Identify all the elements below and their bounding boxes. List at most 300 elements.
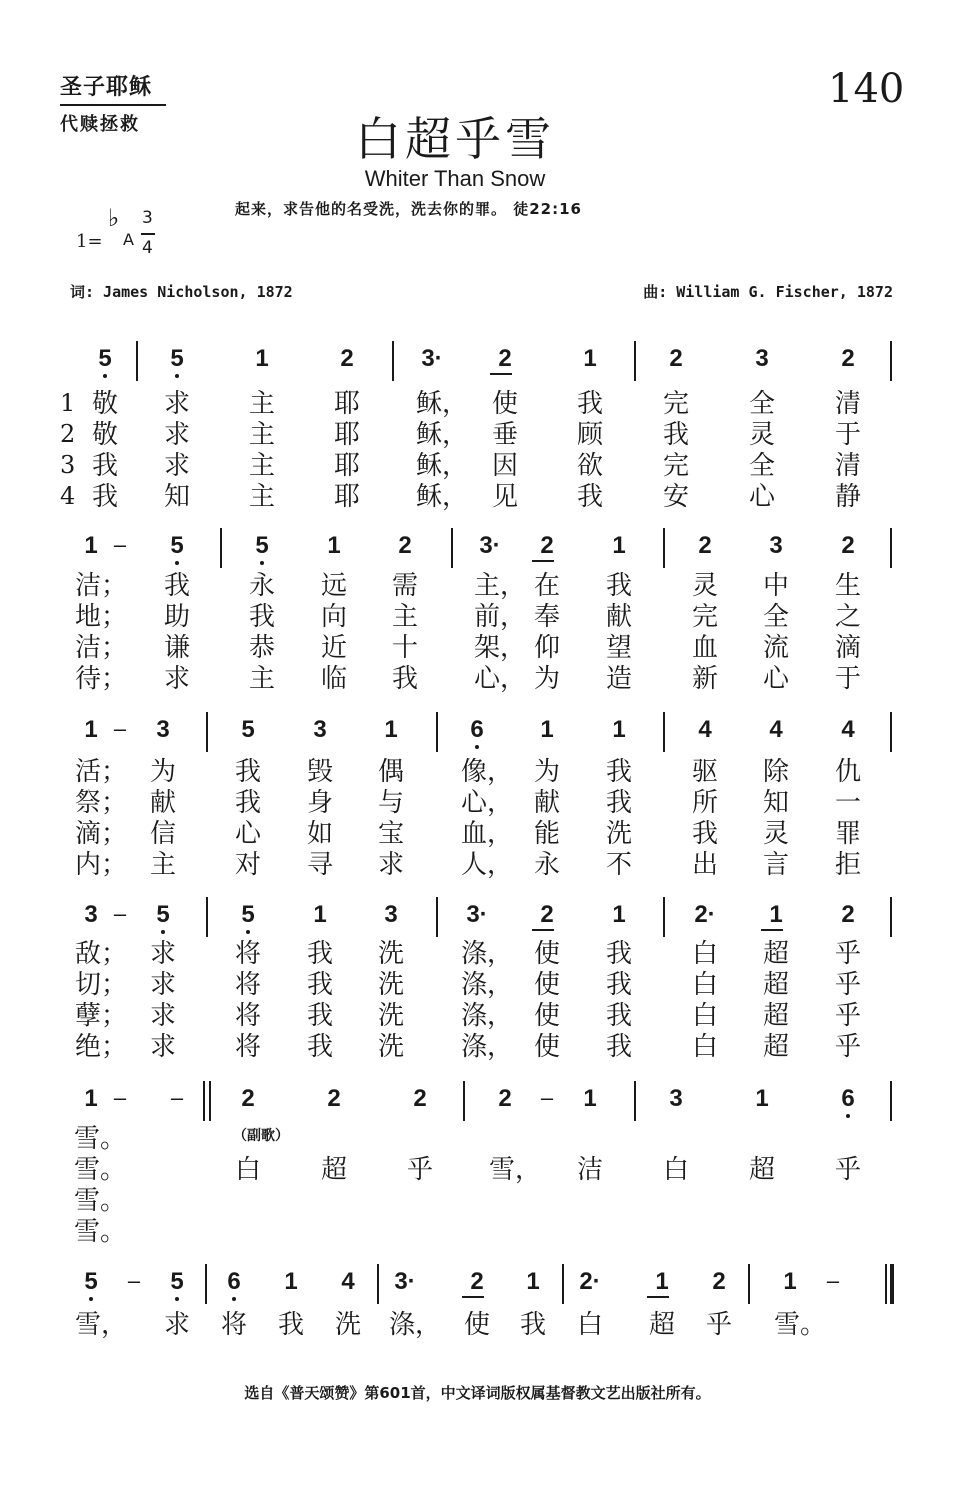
hold-dash: – xyxy=(540,1085,554,1110)
note: 1 xyxy=(313,901,327,928)
lyric-char: 知 xyxy=(163,482,191,512)
low-octave-dot xyxy=(103,374,107,378)
note: 5 xyxy=(84,1268,98,1295)
lyric-char: 人， xyxy=(460,850,514,880)
hold-dash: – xyxy=(127,1268,141,1293)
barline xyxy=(136,341,138,381)
note: 3· xyxy=(394,1268,416,1295)
key-letter: A xyxy=(123,230,134,249)
low-octave-dot xyxy=(260,561,264,565)
verse-end-lyric: 雪。 xyxy=(73,1155,127,1185)
note: 6 xyxy=(470,716,484,743)
hold-dash: – xyxy=(826,1268,840,1293)
lyric-char: 拒 xyxy=(834,850,862,880)
lyric-char: 将 xyxy=(234,970,262,1000)
lyric-char: 因 xyxy=(491,451,519,481)
note: 3 xyxy=(384,901,398,928)
lyric-char: 一 xyxy=(834,788,862,818)
lyric-char: 耶 xyxy=(333,389,361,419)
lyric-char: 超 xyxy=(762,1032,790,1062)
lyric-char: 恭 xyxy=(248,633,276,663)
lyric-char: 涤， xyxy=(460,1032,514,1062)
lyric-char: 除 xyxy=(762,757,790,787)
lyric-char: 白 xyxy=(691,1001,719,1031)
time-signature-bottom: 4 xyxy=(142,238,153,258)
lyric-char: 永 xyxy=(533,850,561,880)
lyric-char: 使 xyxy=(533,970,561,1000)
note: 3 xyxy=(769,532,783,559)
lyric-char: 为 xyxy=(149,757,177,787)
lyric-char: 切； xyxy=(74,970,128,1000)
lyric-char: 我 xyxy=(248,602,276,632)
note: 5 xyxy=(255,532,269,559)
lyric-char: 心， xyxy=(473,664,527,694)
lyric-char: 与 xyxy=(377,788,405,818)
note: 2 xyxy=(470,1268,484,1295)
low-octave-dot xyxy=(232,1297,236,1301)
note: 2 xyxy=(413,1085,427,1112)
lyric-char: 前， xyxy=(473,602,527,632)
lyric-char: 于 xyxy=(834,420,862,450)
lyric-char: 之 xyxy=(834,602,862,632)
note: 2 xyxy=(498,1085,512,1112)
note: 1 xyxy=(612,901,626,928)
lyric-char: 我 xyxy=(277,1310,305,1340)
low-octave-dot xyxy=(175,374,179,378)
lyric-char: 涤， xyxy=(388,1310,442,1340)
lyric-char: 我 xyxy=(576,482,604,512)
lyric-char: 血 xyxy=(691,633,719,663)
lyric-char: 我 xyxy=(605,571,633,601)
barline xyxy=(436,712,438,752)
eighth-underline xyxy=(532,560,554,562)
note: 1 xyxy=(284,1268,298,1295)
lyric-char: 主 xyxy=(248,664,276,694)
note: 2 xyxy=(498,345,512,372)
lyric-char: 我 xyxy=(662,420,690,450)
lyric-char: 主 xyxy=(391,602,419,632)
lyric-char: 为 xyxy=(533,757,561,787)
lyric-char: 信 xyxy=(149,819,177,849)
refrain-label: （副歌） xyxy=(233,1128,289,1144)
note: 2 xyxy=(327,1085,341,1112)
refrain-lyric: 超 xyxy=(320,1155,348,1185)
lyric-char: 涤， xyxy=(460,1001,514,1031)
lyric-char: 白 xyxy=(691,939,719,969)
barline xyxy=(206,712,208,752)
hymn-title-chinese: 白超乎雪 xyxy=(355,112,555,166)
barline xyxy=(209,1081,211,1121)
lyric-char: 静 xyxy=(834,482,862,512)
lyric-char: 地； xyxy=(74,602,128,632)
note: 2 xyxy=(398,532,412,559)
lyric-char: 为 xyxy=(533,664,561,694)
lyric-char: 敬 xyxy=(91,389,119,419)
flat-sign: ♭ xyxy=(108,204,120,232)
barline xyxy=(377,1264,379,1304)
lyric-char: 洁； xyxy=(74,633,128,663)
note: 3· xyxy=(421,345,443,372)
note: 5 xyxy=(170,532,184,559)
lyric-char: 超 xyxy=(648,1310,676,1340)
lyric-char: 欲 xyxy=(576,451,604,481)
lyric-char: 耶 xyxy=(333,482,361,512)
lyric-char: 我 xyxy=(306,939,334,969)
note: 1 xyxy=(655,1268,669,1295)
lyric-char: 使 xyxy=(533,1032,561,1062)
hymn-number: 140 xyxy=(828,66,905,112)
lyric-char: 仰 xyxy=(533,633,561,663)
hold-dash: – xyxy=(113,1085,127,1110)
note: 5 xyxy=(170,1268,184,1295)
lyric-char: 乎 xyxy=(834,1032,862,1062)
note: 1 xyxy=(540,716,554,743)
barline xyxy=(890,528,892,568)
note: 2· xyxy=(694,901,716,928)
lyric-char: 我 xyxy=(163,571,191,601)
lyric-char: 新 xyxy=(691,664,719,694)
lyric-char: 乎 xyxy=(705,1310,733,1340)
lyric-char: 使 xyxy=(533,1001,561,1031)
note: 4 xyxy=(698,716,712,743)
barline xyxy=(206,897,208,937)
lyric-char: 将 xyxy=(234,1032,262,1062)
music-credit: 曲: William G. Fischer, 1872 xyxy=(643,283,893,301)
lyric-char: 我 xyxy=(91,451,119,481)
lyric-char: 我 xyxy=(234,757,262,787)
lyric-char: 寻 xyxy=(306,850,334,880)
lyric-char: 我 xyxy=(691,819,719,849)
lyric-char: 我 xyxy=(234,788,262,818)
low-octave-dot xyxy=(89,1297,93,1301)
lyric-char: 助 xyxy=(163,602,191,632)
lyric-char: 孽； xyxy=(74,1001,128,1031)
barline xyxy=(392,341,394,381)
barline xyxy=(890,341,892,381)
lyric-char: 完 xyxy=(662,389,690,419)
lyric-char: 乎 xyxy=(834,939,862,969)
lyric-char: 耶 xyxy=(333,451,361,481)
low-octave-dot xyxy=(246,930,250,934)
key-signature-label: 1= xyxy=(76,231,103,252)
note: 5 xyxy=(98,345,112,372)
lyric-char: 内； xyxy=(74,850,128,880)
barline xyxy=(205,1264,207,1304)
note: 3 xyxy=(755,345,769,372)
lyric-char: 超 xyxy=(762,1001,790,1031)
lyric-char: 献 xyxy=(149,788,177,818)
barline xyxy=(220,528,222,568)
note: 1 xyxy=(755,1085,769,1112)
lyric-char: 完 xyxy=(662,451,690,481)
words-credit: 词: James Nicholson, 1872 xyxy=(70,283,293,301)
note: 1 xyxy=(327,532,341,559)
refrain-lyric: 乎 xyxy=(834,1155,862,1185)
lyric-char: 求 xyxy=(377,850,405,880)
refrain-lyric: 洁 xyxy=(576,1155,604,1185)
note: 2 xyxy=(540,532,554,559)
note: 1 xyxy=(783,1268,797,1295)
lyric-char: 超 xyxy=(762,970,790,1000)
lyric-char: 求 xyxy=(163,1310,191,1340)
lyric-char: 求 xyxy=(163,451,191,481)
lyric-char: 我 xyxy=(605,1032,633,1062)
note: 2 xyxy=(841,901,855,928)
verse-number: 1 xyxy=(60,389,76,417)
note: 2 xyxy=(340,345,354,372)
barline xyxy=(663,528,665,568)
lyric-char: 垂 xyxy=(491,420,519,450)
refrain-lyric: 雪， xyxy=(488,1155,542,1185)
barline xyxy=(890,712,892,752)
note: 3· xyxy=(479,532,501,559)
barline xyxy=(451,528,453,568)
hold-dash: – xyxy=(113,532,127,557)
lyric-char: 灵 xyxy=(748,420,776,450)
copyright-footer: 选自《普天颂赞》第601首，中文译词版权属基督教文艺出版社所有。 xyxy=(244,1384,711,1402)
lyric-char: 我 xyxy=(576,389,604,419)
lyric-char: 望 xyxy=(605,633,633,663)
category-subtitle: 代赎拯救 xyxy=(60,114,140,135)
note: 1 xyxy=(583,345,597,372)
lyric-char: 洗 xyxy=(334,1310,362,1340)
lyric-char: 造 xyxy=(605,664,633,694)
lyric-char: 涤， xyxy=(460,970,514,1000)
lyric-char: 对 xyxy=(234,850,262,880)
time-signature-top: 3 xyxy=(142,208,153,228)
lyric-char: 稣， xyxy=(415,482,469,512)
lyric-char: 我 xyxy=(605,757,633,787)
lyric-char: 清 xyxy=(834,451,862,481)
lyric-char: 我 xyxy=(605,788,633,818)
lyric-char: 清 xyxy=(834,389,862,419)
lyric-char: 超 xyxy=(762,939,790,969)
lyric-char: 敬 xyxy=(91,420,119,450)
lyric-char: 向 xyxy=(320,602,348,632)
note: 3 xyxy=(84,901,98,928)
note: 3 xyxy=(313,716,327,743)
lyric-char: 祭； xyxy=(74,788,128,818)
verse-number: 3 xyxy=(60,451,76,479)
lyric-char: 十 xyxy=(391,633,419,663)
lyric-char: 主 xyxy=(248,420,276,450)
lyric-char: 出 xyxy=(691,850,719,880)
lyric-char: 洁； xyxy=(74,571,128,601)
note: 2 xyxy=(698,532,712,559)
lyric-char: 滴 xyxy=(834,633,862,663)
lyric-char: 中 xyxy=(762,571,790,601)
lyric-char: 洗 xyxy=(377,970,405,1000)
low-octave-dot xyxy=(475,745,479,749)
lyric-char: 稣， xyxy=(415,389,469,419)
lyric-char: 将 xyxy=(220,1310,248,1340)
hold-dash: – xyxy=(170,1085,184,1110)
lyric-char: 我 xyxy=(605,1001,633,1031)
lyric-char: 求 xyxy=(149,1032,177,1062)
barline xyxy=(634,341,636,381)
lyric-char: 生 xyxy=(834,571,862,601)
lyric-char: 雪。 xyxy=(773,1310,827,1340)
lyric-char: 涤， xyxy=(460,939,514,969)
lyric-char: 流 xyxy=(762,633,790,663)
barline xyxy=(634,1081,636,1121)
lyric-char: 偶 xyxy=(377,757,405,787)
lyric-char: 心， xyxy=(460,788,514,818)
note: 4 xyxy=(769,716,783,743)
barline xyxy=(663,897,665,937)
lyric-char: 谦 xyxy=(163,633,191,663)
verse-end-lyric: 雪。 xyxy=(73,1186,127,1216)
lyric-char: 乎 xyxy=(834,1001,862,1031)
lyric-char: 我 xyxy=(306,1032,334,1062)
scripture-reference: 起来，求告他的名受洗，洗去你的罪。 徒22:16 xyxy=(235,200,582,218)
lyric-char: 所 xyxy=(691,788,719,818)
note: 5 xyxy=(170,345,184,372)
lyric-char: 洗 xyxy=(605,819,633,849)
lyric-char: 献 xyxy=(605,602,633,632)
lyric-char: 求 xyxy=(163,389,191,419)
note: 1 xyxy=(255,345,269,372)
note: 1 xyxy=(84,1085,98,1112)
note: 2 xyxy=(841,532,855,559)
note: 6 xyxy=(841,1085,855,1112)
low-octave-dot xyxy=(161,930,165,934)
lyric-char: 临 xyxy=(320,664,348,694)
lyric-char: 近 xyxy=(320,633,348,663)
lyric-char: 顾 xyxy=(576,420,604,450)
barline xyxy=(890,897,892,937)
lyric-char: 求 xyxy=(163,420,191,450)
final-barline xyxy=(890,1264,894,1304)
lyric-char: 稣， xyxy=(415,420,469,450)
lyric-char: 全 xyxy=(748,451,776,481)
lyric-char: 见 xyxy=(491,482,519,512)
note: 1 xyxy=(769,901,783,928)
lyric-char: 心 xyxy=(748,482,776,512)
lyric-char: 滴； xyxy=(74,819,128,849)
note: 1 xyxy=(612,532,626,559)
lyric-char: 奉 xyxy=(533,602,561,632)
barline xyxy=(562,1264,564,1304)
lyric-char: 乎 xyxy=(834,970,862,1000)
low-octave-dot xyxy=(175,1297,179,1301)
note: 5 xyxy=(241,716,255,743)
note: 6 xyxy=(227,1268,241,1295)
lyric-char: 知 xyxy=(762,788,790,818)
verse-number: 2 xyxy=(60,420,76,448)
refrain-lyric: 乎 xyxy=(406,1155,434,1185)
lyric-char: 求 xyxy=(149,1001,177,1031)
note: 1 xyxy=(84,716,98,743)
lyric-char: 使 xyxy=(463,1310,491,1340)
lyric-char: 于 xyxy=(834,664,862,694)
lyric-char: 将 xyxy=(234,1001,262,1031)
note: 3· xyxy=(466,901,488,928)
lyric-char: 稣， xyxy=(415,451,469,481)
lyric-char: 主 xyxy=(248,389,276,419)
lyric-char: 我 xyxy=(605,939,633,969)
lyric-char: 求 xyxy=(163,664,191,694)
note: 2· xyxy=(579,1268,601,1295)
lyric-char: 耶 xyxy=(333,420,361,450)
lyric-char: 活； xyxy=(74,757,128,787)
lyric-char: 全 xyxy=(762,602,790,632)
refrain-lyric: 白 xyxy=(234,1155,262,1185)
note: 1 xyxy=(384,716,398,743)
lyric-char: 灵 xyxy=(691,571,719,601)
lyric-char: 完 xyxy=(691,602,719,632)
lyric-char: 雪， xyxy=(74,1310,128,1340)
refrain-lyric: 白 xyxy=(662,1155,690,1185)
lyric-char: 驱 xyxy=(691,757,719,787)
note: 5 xyxy=(156,901,170,928)
lyric-char: 献 xyxy=(533,788,561,818)
lyric-char: 不 xyxy=(605,850,633,880)
note: 1 xyxy=(612,716,626,743)
lyric-char: 白 xyxy=(691,1032,719,1062)
note: 3 xyxy=(156,716,170,743)
lyric-char: 求 xyxy=(149,939,177,969)
lyric-char: 敌； xyxy=(74,939,128,969)
lyric-char: 毁 xyxy=(306,757,334,787)
low-octave-dot xyxy=(846,1114,850,1118)
lyric-char: 主 xyxy=(248,482,276,512)
lyric-char: 身 xyxy=(306,788,334,818)
note: 3 xyxy=(669,1085,683,1112)
verse-end-lyric: 雪。 xyxy=(73,1124,127,1154)
lyric-char: 像， xyxy=(460,757,514,787)
lyric-char: 我 xyxy=(519,1310,547,1340)
note: 4 xyxy=(341,1268,355,1295)
lyric-char: 永 xyxy=(248,571,276,601)
lyric-char: 心 xyxy=(762,664,790,694)
lyric-char: 主， xyxy=(473,571,527,601)
eighth-underline xyxy=(490,373,512,375)
eighth-underline xyxy=(761,929,783,931)
note: 1 xyxy=(526,1268,540,1295)
lyric-char: 仇 xyxy=(834,757,862,787)
refrain-lyric: 超 xyxy=(748,1155,776,1185)
lyric-char: 待； xyxy=(74,664,128,694)
barline xyxy=(885,1264,887,1304)
barline xyxy=(463,1081,465,1121)
lyric-char: 白 xyxy=(576,1310,604,1340)
barline xyxy=(890,1081,892,1121)
eighth-underline xyxy=(462,1296,484,1298)
lyric-char: 主 xyxy=(248,451,276,481)
lyric-char: 需 xyxy=(391,571,419,601)
lyric-char: 我 xyxy=(391,664,419,694)
time-signature-line xyxy=(141,233,155,235)
lyric-char: 绝； xyxy=(74,1032,128,1062)
lyric-char: 我 xyxy=(306,970,334,1000)
category-title: 圣子耶稣 xyxy=(60,75,153,100)
lyric-char: 求 xyxy=(149,970,177,1000)
note: 5 xyxy=(241,901,255,928)
barline xyxy=(436,897,438,937)
lyric-char: 灵 xyxy=(762,819,790,849)
note: 2 xyxy=(540,901,554,928)
lyric-char: 如 xyxy=(306,819,334,849)
note: 4 xyxy=(841,716,855,743)
lyric-char: 远 xyxy=(320,571,348,601)
lyric-char: 全 xyxy=(748,389,776,419)
lyric-char: 洗 xyxy=(377,939,405,969)
note: 2 xyxy=(841,345,855,372)
barline xyxy=(203,1081,205,1121)
lyric-char: 主 xyxy=(149,850,177,880)
note: 2 xyxy=(712,1268,726,1295)
